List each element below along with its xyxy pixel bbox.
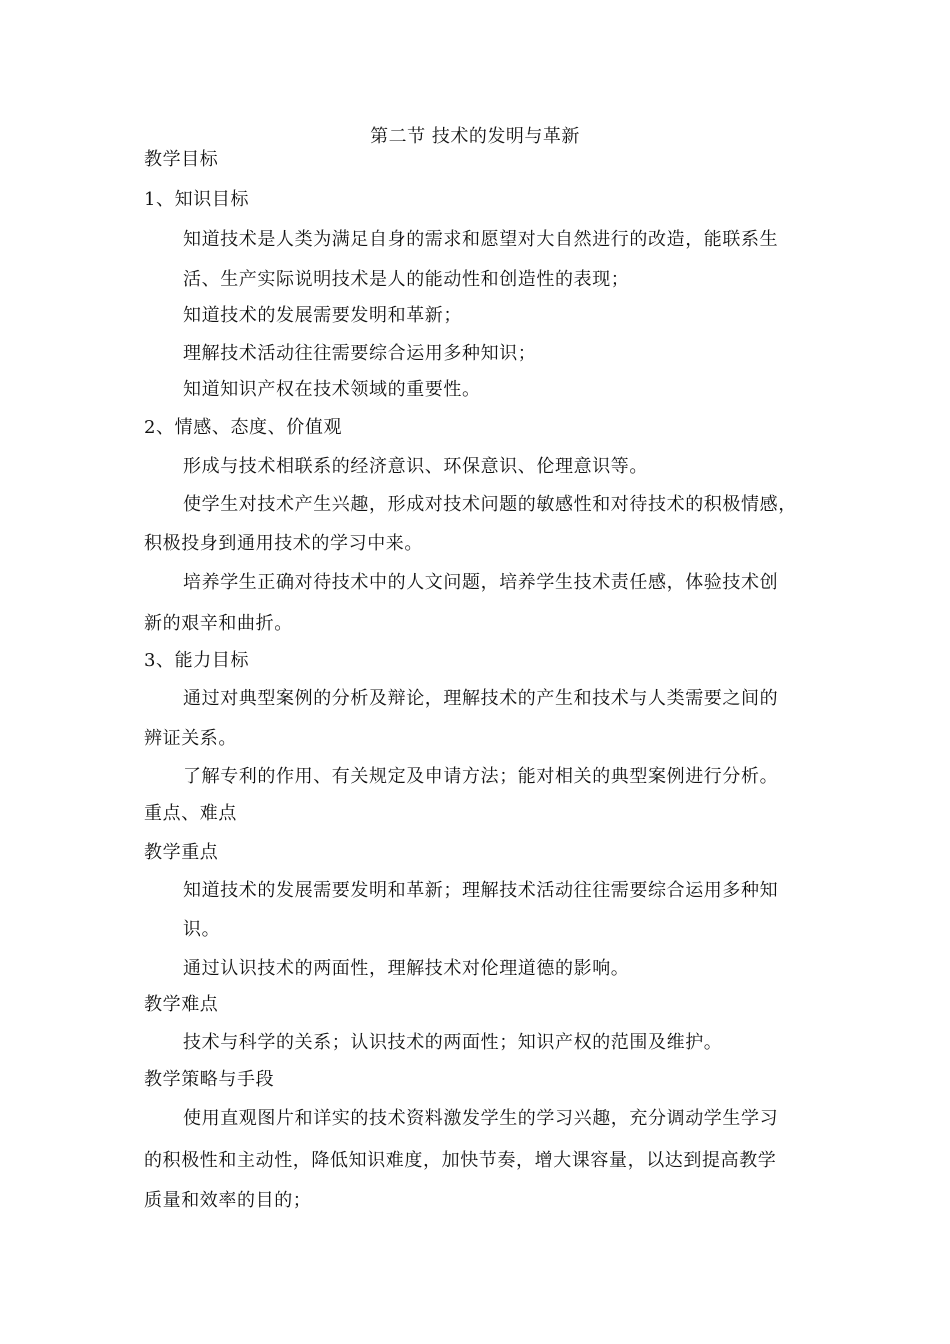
heading-teaching-strategies: 教学策略与手段 <box>144 1069 275 1090</box>
heading-teaching-difficulties: 教学难点 <box>144 994 219 1015</box>
paragraph-line: 识。 <box>183 919 221 940</box>
paragraph-line: 知道技术的发展需要发明和革新；理解技术活动往往需要综合运用多种知 <box>183 880 779 901</box>
paragraph-line: 理解技术活动往往需要综合运用多种知识； <box>183 343 537 364</box>
heading-key-difficult-points: 重点、难点 <box>144 803 237 824</box>
heading-teaching-objectives: 教学目标 <box>144 149 219 170</box>
paragraph-line: 活、生产实际说明技术是人的能动性和创造性的表现； <box>183 269 630 290</box>
paragraph-line: 培养学生正确对待技术中的人文问题，培养学生技术责任感，体验技术创 <box>183 572 779 593</box>
heading-teaching-key-points: 教学重点 <box>144 842 219 863</box>
paragraph-line: 辨证关系。 <box>144 728 237 749</box>
section-title: 第二节 技术的发明与革新 <box>370 126 580 147</box>
heading-knowledge-objectives: 1、知识目标 <box>144 189 250 210</box>
heading-emotion-attitude-values: 2、情感、态度、价值观 <box>144 417 343 438</box>
paragraph-line: 的积极性和主动性，降低知识难度，加快节奏，增大课容量，以达到提高教学 <box>144 1150 777 1171</box>
paragraph-line: 新的艰辛和曲折。 <box>144 613 293 634</box>
paragraph-line: 通过认识技术的两面性，理解技术对伦理道德的影响。 <box>183 958 630 979</box>
paragraph-line: 使学生对技术产生兴趣，形成对技术问题的敏感性和对待技术的积极情感， <box>183 494 797 515</box>
paragraph-line: 通过对典型案例的分析及辩论，理解技术的产生和技术与人类需要之间的 <box>183 688 779 709</box>
paragraph-line: 使用直观图片和详实的技术资料激发学生的学习兴趣，充分调动学生学习 <box>183 1108 779 1129</box>
paragraph-line: 形成与技术相联系的经济意识、环保意识、伦理意识等。 <box>183 456 648 477</box>
heading-ability-objectives: 3、能力目标 <box>144 650 250 671</box>
paragraph-line: 质量和效率的目的； <box>144 1190 312 1211</box>
paragraph-line: 知道技术的发展需要发明和革新； <box>183 305 462 326</box>
paragraph-line: 技术与科学的关系；认识技术的两面性；知识产权的范围及维护。 <box>183 1032 723 1053</box>
paragraph-line: 积极投身到通用技术的学习中来。 <box>144 533 423 554</box>
paragraph-line: 了解专利的作用、有关规定及申请方法；能对相关的典型案例进行分析。 <box>183 766 779 787</box>
paragraph-line: 知道技术是人类为满足自身的需求和愿望对大自然进行的改造，能联系生 <box>183 229 779 250</box>
paragraph-line: 知道知识产权在技术领域的重要性。 <box>183 379 481 400</box>
